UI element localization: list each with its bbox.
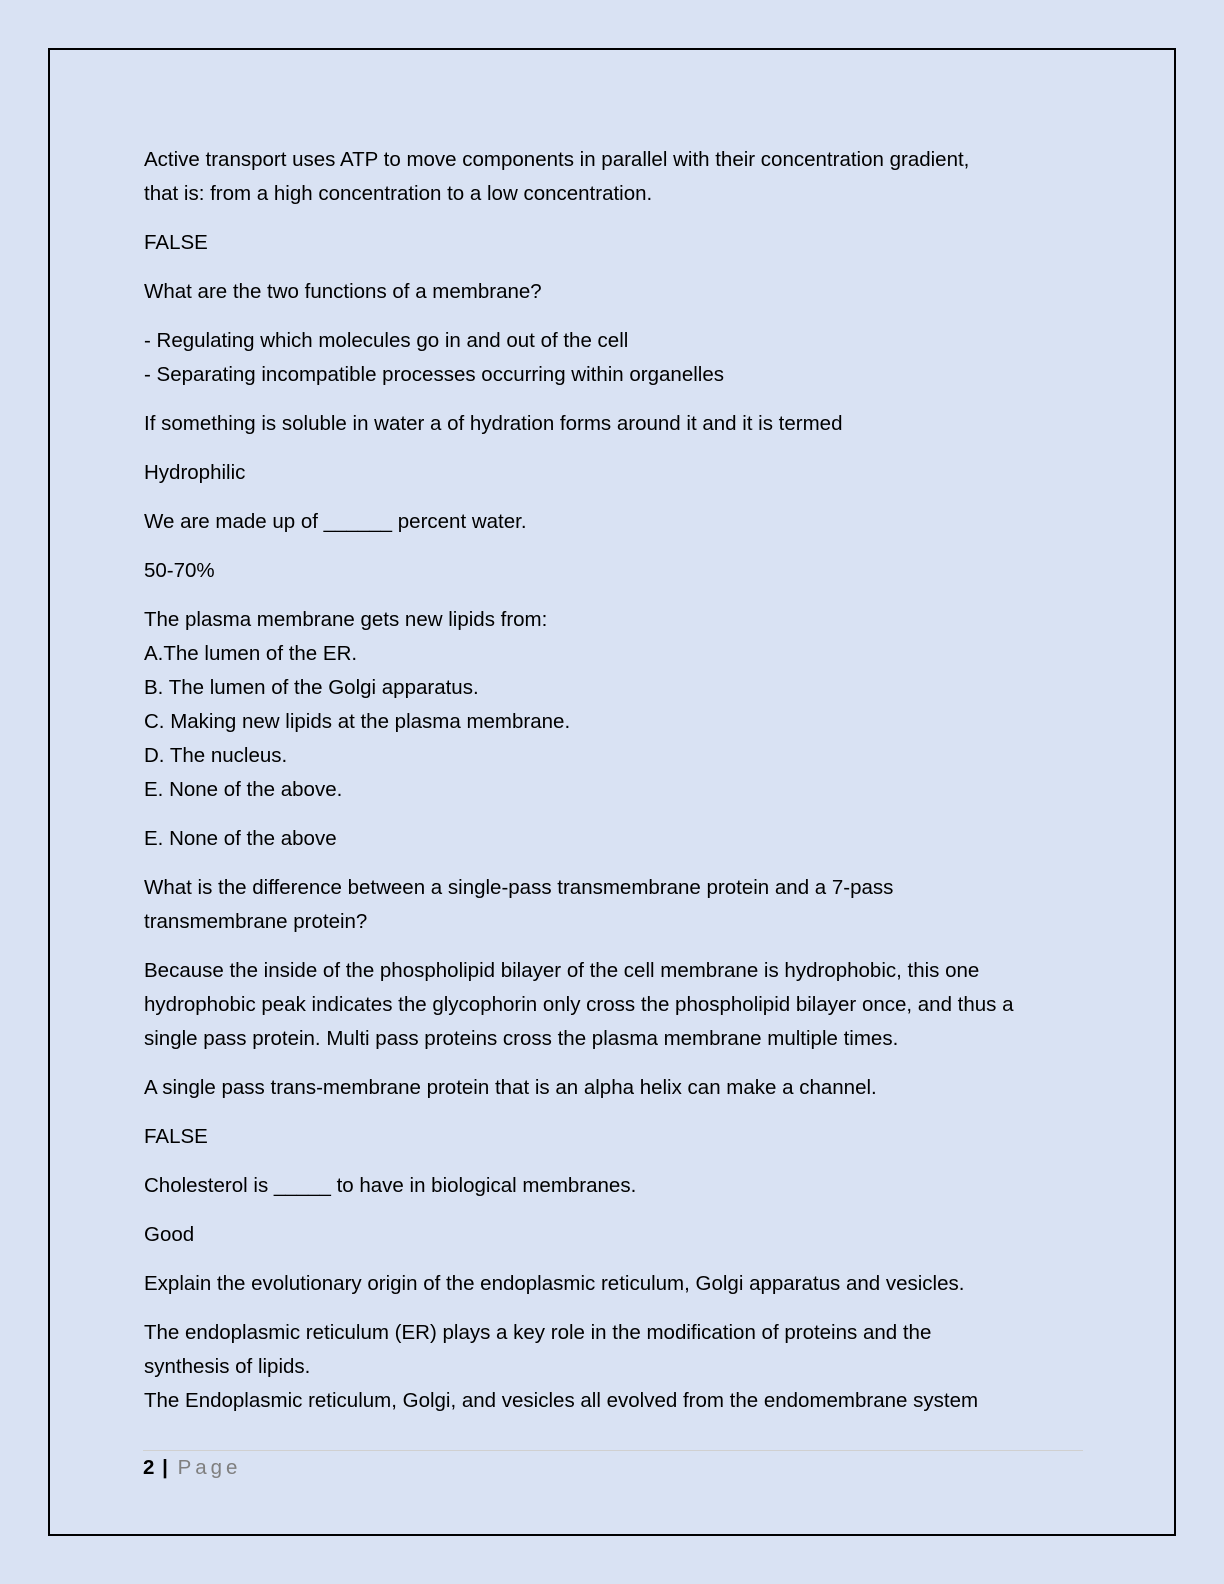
text-line: - Separating incompatible processes occurring within organelles	[144, 363, 724, 386]
document-body	[144, 143, 1084, 1433]
paragraph	[144, 505, 1084, 539]
text-line: 50-70%	[144, 559, 215, 582]
paragraph	[144, 1218, 1084, 1252]
text-line: Hydrophilic	[144, 461, 246, 484]
text-line: hydrophobic peak indicates the glycophorin only cross the phospholipid bilayer once, and thus a	[144, 993, 1014, 1016]
text-line: The Endoplasmic reticulum, Golgi, and vesicles all evolved from the endomembrane system	[144, 1389, 979, 1412]
text-line: FALSE	[144, 231, 208, 254]
page-footer	[143, 1450, 1083, 1483]
paragraph	[144, 1267, 1084, 1301]
paragraph	[144, 954, 1084, 1056]
footer-separator: |	[162, 1456, 168, 1479]
text-line: that is: from a high concentration to a low concentration.	[144, 182, 653, 205]
text-line: The plasma membrane gets new lipids from:	[144, 608, 548, 631]
paragraph	[144, 1316, 1084, 1418]
paragraph	[144, 1071, 1084, 1105]
paragraph	[144, 456, 1084, 490]
text-line: A.The lumen of the ER.	[144, 642, 358, 665]
text-line: Active transport uses ATP to move components in parallel with their concentration gradient,	[144, 148, 970, 171]
text-line: The endoplasmic reticulum (ER) plays a key role in the modification of proteins and the	[144, 1321, 932, 1344]
paragraph	[144, 1169, 1084, 1203]
text-line: - Regulating which molecules go in and out of the cell	[144, 329, 629, 352]
text-line: Cholesterol is _____ to have in biological membranes.	[144, 1174, 637, 1197]
text-line: If something is soluble in water a of hydration forms around it and it is termed	[144, 412, 843, 435]
paragraph	[144, 226, 1084, 260]
text-line: transmembrane protein?	[144, 910, 368, 933]
text-line: synthesis of lipids.	[144, 1355, 311, 1378]
paragraph	[144, 143, 1084, 211]
text-line: Because the inside of the phospholipid bilayer of the cell membrane is hydrophobic, this one	[144, 959, 980, 982]
text-line: E. None of the above	[144, 827, 337, 850]
text-line: D. The nucleus.	[144, 744, 288, 767]
paragraph	[144, 324, 1084, 392]
text-line: single pass protein. Multi pass proteins cross the plasma membrane multiple times.	[144, 1027, 899, 1050]
text-line: E. None of the above.	[144, 778, 343, 801]
text-line: What are the two functions of a membrane?	[144, 280, 542, 303]
paragraph	[144, 554, 1084, 588]
text-line: Explain the evolutionary origin of the endoplasmic reticulum, Golgi apparatus and vesicles.	[144, 1272, 965, 1295]
paragraph	[144, 871, 1084, 939]
paragraph	[144, 822, 1084, 856]
text-line: A single pass trans-membrane protein that is an alpha helix can make a channel.	[144, 1076, 877, 1099]
text-line: B. The lumen of the Golgi apparatus.	[144, 676, 479, 699]
text-line: Good	[144, 1223, 195, 1246]
paragraph	[144, 407, 1084, 441]
paragraph	[144, 603, 1084, 807]
paragraph	[144, 1120, 1084, 1154]
text-line: What is the difference between a single-pass transmembrane protein and a 7-pass	[144, 876, 894, 899]
text-line: C. Making new lipids at the plasma membrane.	[144, 710, 571, 733]
page-number: 2	[143, 1456, 155, 1479]
text-line: FALSE	[144, 1125, 208, 1148]
paragraph	[144, 275, 1084, 309]
page-label: Page	[177, 1456, 242, 1479]
text-line: We are made up of ______ percent water.	[144, 510, 527, 533]
